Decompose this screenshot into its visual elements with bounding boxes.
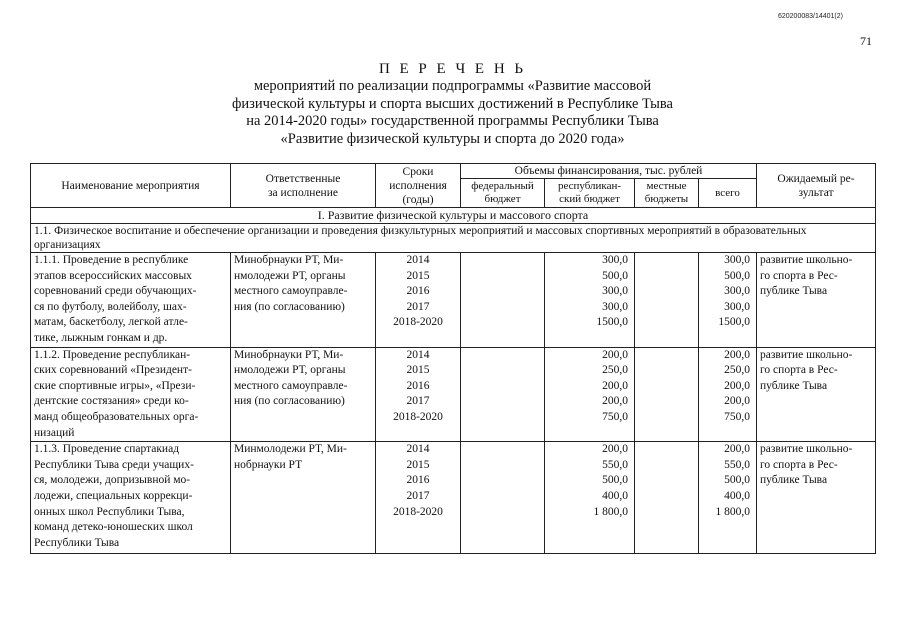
activity-years: 2014 2015 2016 2017 2018-2020 (376, 442, 461, 554)
activity-name: 1.1.2. Проведение республикан- ских соревнований «Президент- ские спортивные игры», «Прези- дентские состязания» среди ко- манд общеобразовательных орга- низаций (31, 347, 231, 442)
title-block (0, 60, 905, 148)
subsection-heading: 1.1. Физическое воспитание и обеспечение организации и проведения физкультурных мероприятий и массовых спортивных мероприятий в образовательных организациях (31, 224, 876, 253)
activity-responsible: Минобрнауки РТ, Ми- нмолодежи РТ, органы местного самоуправле- ния (по согласованию) (231, 253, 376, 348)
header-total: всего (699, 179, 757, 208)
activity-years: 2014 2015 2016 2017 2018-2020 (376, 347, 461, 442)
document-code: 620200083/14401(2) (777, 13, 843, 20)
federal-budget-cell (461, 442, 545, 554)
table-row (31, 253, 876, 348)
local-budget-cell (635, 442, 699, 554)
subtitle-line-1: мероприятий по реализации подпрограммы «Развитие массовой (253, 78, 652, 94)
table-row (31, 347, 876, 442)
local-budget-cell (635, 347, 699, 442)
header-name: Наименование мероприятия (31, 164, 231, 208)
subtitle-line-2: физической культуры и спорта высших достижений в Республике Тыва (232, 95, 673, 112)
republican-budget-cell: 300,0 500,0 300,0 300,0 1500,0 (545, 253, 635, 348)
document-title: П Е Р Е Ч Е Н Ь (378, 61, 527, 77)
table-row (31, 442, 876, 554)
expected-result: развитие школьно- го спорта в Рес- публике Тыва (757, 253, 876, 348)
total-cell: 300,0 500,0 300,0 300,0 1500,0 (699, 253, 757, 348)
header-republican: республикан- ский бюджет (545, 179, 635, 208)
activity-responsible: Минобрнауки РТ, Ми- нмолодежи РТ, органы местного самоуправле- ния (по согласованию) (231, 347, 376, 442)
activity-responsible: Минмолодежи РТ, Ми- нобрнауки РТ (231, 442, 376, 554)
federal-budget-cell (461, 347, 545, 442)
activity-name: 1.1.1. Проведение в республике этапов всероссийских массовых соревнований среди обучающих- ся по футболу, волейболу, шах- матам, баскетболу, легкой атле- тике, лыжным гонкам и др. (31, 253, 231, 348)
header-federal: федеральный бюджет (461, 179, 545, 208)
header-result: Ожидаемый ре- зультат (757, 164, 876, 208)
total-cell: 200,0 250,0 200,0 200,0 750,0 (699, 347, 757, 442)
subtitle-line-4: «Развитие физической культуры и спорта до 2020 года» (280, 130, 625, 147)
local-budget-cell (635, 253, 699, 348)
federal-budget-cell (461, 253, 545, 348)
subtitle-line-3: на 2014-2020 годы» государственной программы Республики Тыва (246, 113, 659, 129)
header-local: местные бюджеты (635, 179, 699, 208)
expected-result: развитие школьно- го спорта в Рес- публике Тыва (757, 442, 876, 554)
activity-years: 2014 2015 2016 2017 2018-2020 (376, 253, 461, 348)
republican-budget-cell: 200,0 550,0 500,0 400,0 1 800,0 (545, 442, 635, 554)
header-terms: Сроки исполнения (годы) (376, 164, 461, 208)
republican-budget-cell: 200,0 250,0 200,0 200,0 750,0 (545, 347, 635, 442)
header-responsible: Ответственные за исполнение (231, 164, 376, 208)
activity-name: 1.1.3. Проведение спартакиад Республики Тыва среди учащих- ся, молодежи, допризывной мо- лодежи, специальных коррекци- онных школ Республики Тыва, команд детеко-юношеских школ Республики Тыва (31, 442, 231, 554)
page-number: 71 (860, 34, 872, 48)
expected-result: развитие школьно- го спорта в Рес- публике Тыва (757, 347, 876, 442)
activities-table (30, 163, 876, 554)
section-heading: I. Развитие физической культуры и массового спорта (31, 208, 876, 224)
header-funding: Объемы финансирования, тыс. рублей (461, 164, 757, 179)
total-cell: 200,0 550,0 500,0 400,0 1 800,0 (699, 442, 757, 554)
